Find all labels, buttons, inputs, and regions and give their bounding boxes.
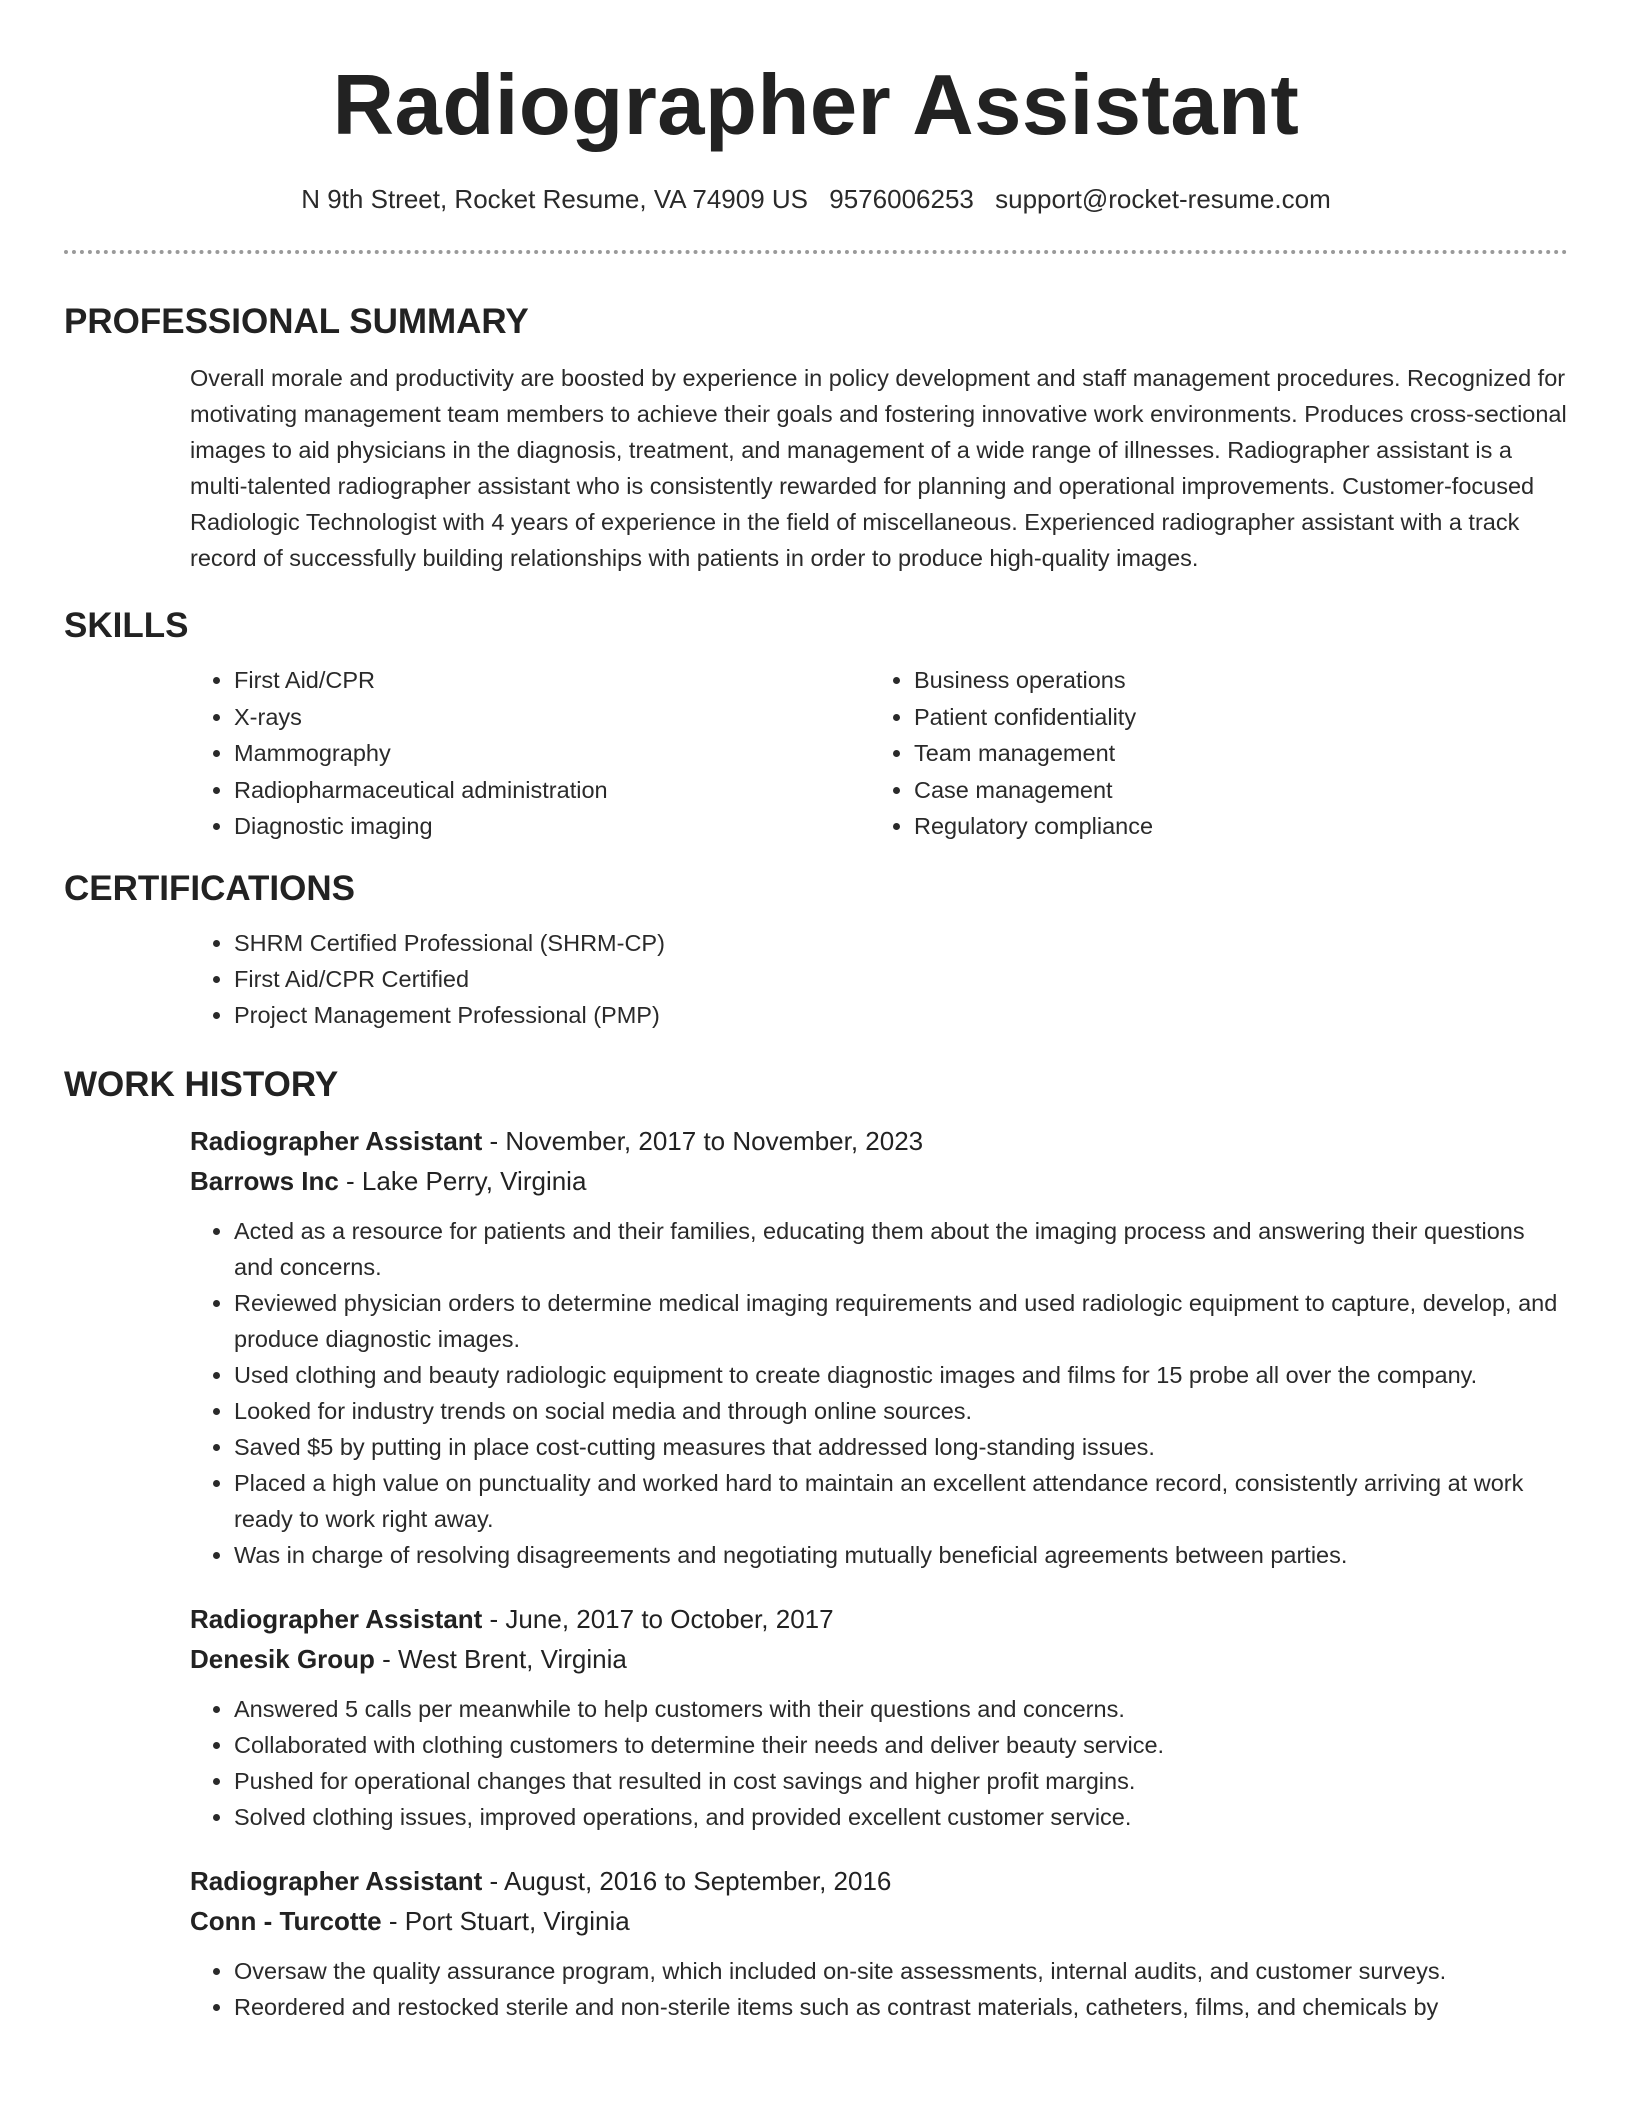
- work-history-heading: WORK HISTORY: [64, 1064, 339, 1104]
- phone: 9576006253: [829, 184, 974, 214]
- job-bullet: • Looked for industry trends on social media and through online sources.: [234, 1393, 1568, 1429]
- job-role: Radiographer Assistant: [190, 1125, 483, 1156]
- job-location: - Port Stuart, Virginia: [381, 1905, 630, 1936]
- job-bullet: • Reordered and restocked sterile and non-sterile items such as contrast materials, catheters, films, and chemicals by: [234, 1989, 1568, 2025]
- skill-item: • First Aid/CPR: [234, 662, 870, 699]
- candidate-name: Radiographer Assistant: [332, 58, 1300, 153]
- job-title-line: [190, 1601, 1568, 1637]
- job-bullet: • Used clothing and beauty radiologic equipment to create diagnostic images and films for 15 probe all over the company.: [234, 1357, 1568, 1393]
- job-company-line: [190, 1641, 1568, 1677]
- job-bullet: • Collaborated with clothing customers to determine their needs and deliver beauty service.: [234, 1727, 1568, 1763]
- job-entry: [190, 1123, 1568, 1573]
- job-company: Barrows Inc: [190, 1165, 339, 1196]
- skill-item: • Radiopharmaceutical administration: [234, 772, 870, 809]
- job-dates: - August, 2016 to September, 2016: [482, 1865, 892, 1896]
- job-company: Denesik Group: [190, 1643, 375, 1674]
- skills-column-left: [190, 662, 870, 845]
- skill-item: • X-rays: [234, 699, 870, 736]
- job-bullet: • Was in charge of resolving disagreements and negotiating mutually beneficial agreements between parties.: [234, 1537, 1568, 1573]
- email: support@rocket-resume.com: [995, 184, 1331, 214]
- job-company-line: [190, 1163, 1568, 1199]
- job-bullets: [190, 1691, 1568, 1835]
- certifications-list: [190, 925, 1632, 1033]
- job-entry: [190, 1601, 1568, 1835]
- job-bullet: • Acted as a resource for patients and their families, educating them about the imaging process and answering their questions and concerns.: [234, 1213, 1568, 1285]
- job-bullet: • Oversaw the quality assurance program, which included on-site assessments, internal audits, and customer surveys.: [234, 1953, 1568, 1989]
- job-role: Radiographer Assistant: [190, 1865, 483, 1896]
- job-bullet: • Placed a high value on punctuality and worked hard to maintain an excellent attendance record, consistently arriving at work ready to work right away.: [234, 1465, 1568, 1537]
- skills-list: [190, 662, 1632, 845]
- skill-item: • Business operations: [914, 662, 1550, 699]
- job-role: Radiographer Assistant: [190, 1603, 483, 1634]
- job-company-line: [190, 1903, 1568, 1939]
- resume-header: [0, 0, 1632, 216]
- job-bullet: • Reviewed physician orders to determine medical imaging requirements and used radiologic equipment to capture, develop, and produce diagnostic images.: [234, 1285, 1568, 1357]
- skill-item: • Diagnostic imaging: [234, 808, 870, 845]
- summary-heading: PROFESSIONAL SUMMARY: [64, 302, 529, 341]
- summary-text: Overall morale and productivity are boosted by experience in policy development and staff management procedures. Recognized for motivating management team members to achieve their goals and fostering innovative work environments. Produces cross-sectional images to aid physicians in the diagnosis, treatment, and management of a wide range of illnesses. Radiographer assistant is a multi-talented radiographer assistant who is consistently rewarded for planning and operational improvements. Customer-focused Radiologic Technologist with 4 years of experience in the field of miscellaneous. Experienced radiographer assistant with a track record of successfully building relationships with patients in order to produce high-quality images.: [190, 365, 1567, 571]
- job-bullets: [190, 1213, 1568, 1573]
- skill-item: • Patient confidentiality: [914, 699, 1550, 736]
- skills-column-right: [870, 662, 1550, 845]
- certifications-heading: CERTIFICATIONS: [64, 868, 356, 908]
- job-location: - West Brent, Virginia: [374, 1643, 627, 1674]
- skill-item: • Mammography: [234, 735, 870, 772]
- job-entry: [190, 1863, 1568, 2025]
- job-title-line: [190, 1123, 1568, 1159]
- address: N 9th Street, Rocket Resume, VA 74909 US: [301, 184, 809, 214]
- job-bullet: • Solved clothing issues, improved operations, and provided excellent customer service.: [234, 1799, 1568, 1835]
- job-location: - Lake Perry, Virginia: [338, 1165, 587, 1196]
- job-dates: - November, 2017 to November, 2023: [482, 1125, 924, 1156]
- job-title-line: [190, 1863, 1568, 1899]
- skill-item: • Team management: [914, 735, 1550, 772]
- certification-item: • First Aid/CPR Certified: [234, 961, 1632, 997]
- skills-heading: SKILLS: [64, 606, 189, 645]
- skill-item: • Regulatory compliance: [914, 808, 1550, 845]
- job-bullets: [190, 1953, 1568, 2025]
- job-company: Conn - Turcotte: [190, 1905, 382, 1936]
- header-divider: [64, 250, 1568, 254]
- job-bullet: • Answered 5 calls per meanwhile to help customers with their questions and concerns.: [234, 1691, 1568, 1727]
- certification-item: • SHRM Certified Professional (SHRM-CP): [234, 925, 1632, 961]
- job-bullet: • Pushed for operational changes that resulted in cost savings and higher profit margins.: [234, 1763, 1568, 1799]
- job-bullet: • Saved $5 by putting in place cost-cutting measures that addressed long-standing issues.: [234, 1429, 1568, 1465]
- skill-item: • Case management: [914, 772, 1550, 809]
- job-dates: - June, 2017 to October, 2017: [482, 1603, 834, 1634]
- contact-line: [0, 182, 1632, 216]
- certification-item: • Project Management Professional (PMP): [234, 997, 1632, 1033]
